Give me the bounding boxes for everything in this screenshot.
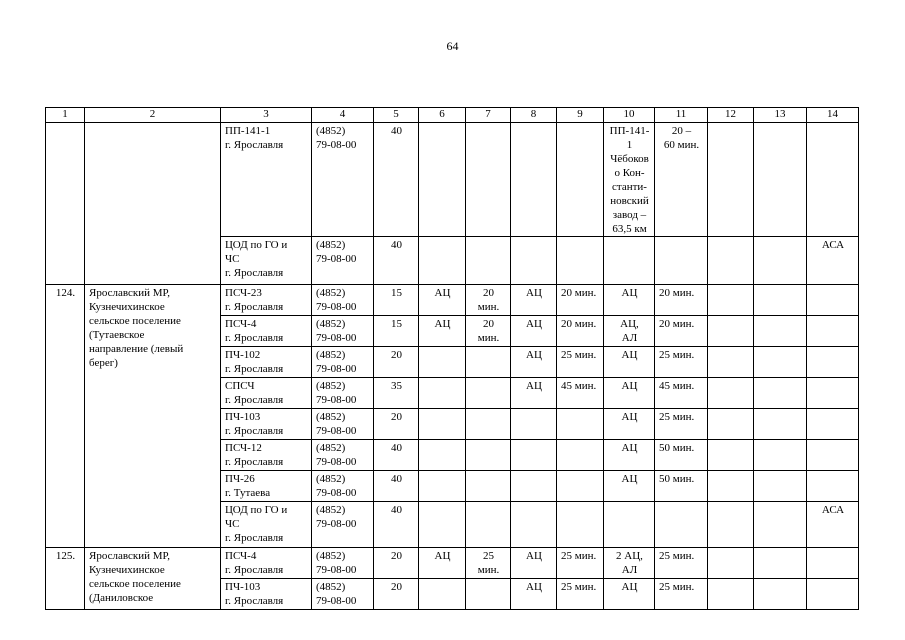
cell-line: сельское поселение <box>89 315 181 327</box>
column-header-14: 14 <box>807 108 859 123</box>
cell-c8 <box>511 471 557 502</box>
cell-c4 <box>312 548 374 579</box>
cell-c4 <box>312 378 374 409</box>
cell-line: г. Ярославля <box>225 564 284 576</box>
cell-line: (4852) <box>316 125 346 137</box>
cell-c11 <box>655 502 708 548</box>
cell-line: г. Ярославля <box>225 363 284 375</box>
cell-line: г. Ярославля <box>225 267 284 279</box>
cell-line: (4852) <box>316 349 346 361</box>
cell-c10 <box>604 502 655 548</box>
cell-c7 <box>466 378 511 409</box>
cell-line: новский <box>610 195 649 207</box>
cell-c10 <box>604 548 655 579</box>
cell-line: мин. <box>477 301 500 313</box>
cell-line: (4852) <box>316 239 346 251</box>
cell-c7 <box>466 502 511 548</box>
cell-c11: 50 мин. <box>655 471 708 502</box>
cell-c8 <box>511 440 557 471</box>
cell-c4 <box>312 502 374 548</box>
cell-c9: 25 мин. <box>557 579 604 610</box>
cell-line: направление (левый <box>89 343 184 355</box>
cell-c8: АЦ <box>511 548 557 579</box>
cell-c13 <box>754 316 807 347</box>
cell-line: 25 <box>483 550 494 562</box>
cell-line: 79-08-00 <box>316 595 357 607</box>
cell-c4 <box>312 237 374 285</box>
cell-c3 <box>221 123 312 237</box>
cell-c14 <box>807 123 859 237</box>
cell-line: АЦ <box>621 411 638 423</box>
cell-c12 <box>708 471 754 502</box>
cell-line: ПЧ-102 <box>225 349 261 361</box>
cell-c3 <box>221 378 312 409</box>
column-header-7: 7 <box>466 108 511 123</box>
cell-c6: АЦ <box>419 548 466 579</box>
cell-line: 79-08-00 <box>316 456 357 468</box>
cell-line: (4852) <box>316 442 346 454</box>
cell-c4 <box>312 285 374 316</box>
cell-line: Кузнечихинское <box>89 301 165 313</box>
cell-c6 <box>419 347 466 378</box>
cell-line: ПСЧ-4 <box>225 318 257 330</box>
column-header-9: 9 <box>557 108 604 123</box>
cell-c14 <box>807 347 859 378</box>
cell-line: о Кон- <box>614 167 645 179</box>
cell-line: (Тутаевское <box>89 329 145 341</box>
cell-line: АЦ <box>621 581 638 593</box>
cell-c6 <box>419 471 466 502</box>
cell-line: г. Ярославля <box>225 532 284 544</box>
cell-line: ЦОД по ГО и <box>225 239 288 251</box>
cell-c10 <box>604 471 655 502</box>
cell-c10 <box>604 237 655 285</box>
cell-c9 <box>557 471 604 502</box>
cell-c7 <box>466 409 511 440</box>
column-header-13: 13 <box>754 108 807 123</box>
cell-c5: 15 <box>374 316 419 347</box>
cell-c14 <box>807 548 859 579</box>
cell-c9 <box>557 123 604 237</box>
fire-units-table <box>45 107 859 610</box>
cell-line: мин. <box>477 564 500 576</box>
cell-c9: 25 мин. <box>557 347 604 378</box>
cell-line: АЛ <box>621 332 638 344</box>
cell-c12 <box>708 316 754 347</box>
cell-line: 79-08-00 <box>316 363 357 375</box>
cell-line: ЧС <box>225 518 240 530</box>
cell-c4 <box>312 123 374 237</box>
cell-line: АЦ <box>621 287 638 299</box>
cell-c3 <box>221 502 312 548</box>
cell-c4 <box>312 409 374 440</box>
cell-c12 <box>708 409 754 440</box>
cell-line: 79-08-00 <box>316 518 357 530</box>
cell-c4 <box>312 316 374 347</box>
cell-c11: 25 мин. <box>655 579 708 610</box>
cell-c14: АСА <box>807 502 859 548</box>
column-header-3: 3 <box>221 108 312 123</box>
cell-c7 <box>466 316 511 347</box>
cell-line: ЧС <box>225 253 240 265</box>
settlement-cell <box>85 548 221 610</box>
cell-c9 <box>557 237 604 285</box>
cell-c3 <box>221 237 312 285</box>
cell-c6 <box>419 378 466 409</box>
cell-c6 <box>419 237 466 285</box>
cell-c4 <box>312 471 374 502</box>
cell-line: Ярославский МР, <box>89 550 171 562</box>
cell-line: 79-08-00 <box>316 487 357 499</box>
cell-c13 <box>754 378 807 409</box>
cell-line: ЦОД по ГО и <box>225 504 288 516</box>
cell-c8 <box>511 123 557 237</box>
cell-line: (4852) <box>316 581 346 593</box>
cell-line: 20 <box>483 287 494 299</box>
cell-line: г. Тутаева <box>225 487 271 499</box>
cell-c3 <box>221 409 312 440</box>
cell-line: г. Ярославля <box>225 456 284 468</box>
cell-line: 60 мин. <box>663 139 700 151</box>
cell-line: Кузнечихинское <box>89 564 165 576</box>
cell-c14 <box>807 471 859 502</box>
cell-c12 <box>708 237 754 285</box>
cell-c5: 20 <box>374 579 419 610</box>
cell-line: 1 <box>626 139 633 151</box>
cell-c8: АЦ <box>511 579 557 610</box>
column-header-6: 6 <box>419 108 466 123</box>
cell-c5: 40 <box>374 123 419 237</box>
cell-c11: 25 мин. <box>655 347 708 378</box>
cell-c8 <box>511 502 557 548</box>
cell-c11: 45 мин. <box>655 378 708 409</box>
cell-line: ПП-141-1 <box>225 125 271 137</box>
settlement-cell <box>85 123 221 285</box>
cell-c4 <box>312 440 374 471</box>
cell-line: 79-08-00 <box>316 332 357 344</box>
cell-line: (4852) <box>316 504 346 516</box>
cell-line: (4852) <box>316 318 346 330</box>
cell-c6 <box>419 579 466 610</box>
cell-c12 <box>708 123 754 237</box>
cell-line: Ярославский МР, <box>89 287 171 299</box>
cell-line: СПСЧ <box>225 380 255 392</box>
cell-line: (Даниловское <box>89 592 154 604</box>
cell-c9 <box>557 409 604 440</box>
cell-c13 <box>754 123 807 237</box>
cell-line: г. Ярославля <box>225 301 284 313</box>
cell-line: 79-08-00 <box>316 139 357 151</box>
cell-c13 <box>754 579 807 610</box>
cell-c11 <box>655 123 708 237</box>
cell-c10 <box>604 378 655 409</box>
cell-c3 <box>221 471 312 502</box>
cell-line: 79-08-00 <box>316 564 357 576</box>
cell-line: ПЧ-103 <box>225 411 261 423</box>
cell-line: г. Ярославля <box>225 595 284 607</box>
cell-c12 <box>708 285 754 316</box>
cell-line: сельское поселение <box>89 578 181 590</box>
cell-c3 <box>221 579 312 610</box>
cell-line: 2 АЦ, <box>616 550 643 562</box>
column-header-1: 1 <box>46 108 85 123</box>
cell-c6 <box>419 440 466 471</box>
cell-c7 <box>466 471 511 502</box>
cell-line: 79-08-00 <box>316 301 357 313</box>
settlement-cell <box>85 285 221 548</box>
cell-line: завод – <box>612 209 647 221</box>
cell-c13 <box>754 409 807 440</box>
cell-c12 <box>708 548 754 579</box>
row-number-cell <box>46 123 85 285</box>
cell-c7 <box>466 237 511 285</box>
cell-c14: АСА <box>807 237 859 285</box>
cell-c3 <box>221 440 312 471</box>
cell-c3 <box>221 316 312 347</box>
cell-c5: 20 <box>374 548 419 579</box>
cell-c8: АЦ <box>511 378 557 409</box>
cell-c10 <box>604 123 655 237</box>
cell-line: (4852) <box>316 287 346 299</box>
cell-line: ПСЧ-23 <box>225 287 262 299</box>
cell-c10 <box>604 409 655 440</box>
cell-c14 <box>807 316 859 347</box>
cell-line: (4852) <box>316 380 346 392</box>
cell-c6: АЦ <box>419 285 466 316</box>
cell-c13 <box>754 237 807 285</box>
row-number-cell: 124. <box>46 285 85 548</box>
cell-c5: 40 <box>374 440 419 471</box>
cell-line: 79-08-00 <box>316 394 357 406</box>
cell-c10 <box>604 347 655 378</box>
cell-c7 <box>466 548 511 579</box>
cell-c7 <box>466 579 511 610</box>
cell-line: берег) <box>89 357 118 369</box>
cell-c12 <box>708 440 754 471</box>
cell-c9: 25 мин. <box>557 548 604 579</box>
cell-c7 <box>466 123 511 237</box>
cell-c9: 45 мин. <box>557 378 604 409</box>
column-header-12: 12 <box>708 108 754 123</box>
cell-line: 79-08-00 <box>316 425 357 437</box>
cell-c9: 20 мин. <box>557 316 604 347</box>
cell-c13 <box>754 502 807 548</box>
cell-c3 <box>221 548 312 579</box>
cell-c10 <box>604 579 655 610</box>
cell-c14 <box>807 409 859 440</box>
cell-c6 <box>419 502 466 548</box>
cell-c6 <box>419 409 466 440</box>
cell-line: станти- <box>612 181 647 193</box>
cell-c11: 20 мин. <box>655 316 708 347</box>
cell-c5: 40 <box>374 502 419 548</box>
column-header-11: 11 <box>655 108 708 123</box>
cell-c7 <box>466 440 511 471</box>
cell-line: АЦ <box>621 380 638 392</box>
cell-line: (4852) <box>316 473 346 485</box>
column-header-5: 5 <box>374 108 419 123</box>
cell-c4 <box>312 579 374 610</box>
cell-line: 20 <box>483 318 494 330</box>
cell-c5: 20 <box>374 347 419 378</box>
cell-c5: 20 <box>374 409 419 440</box>
cell-c11: 25 мин. <box>655 548 708 579</box>
cell-c13 <box>754 347 807 378</box>
page-number: 64 <box>446 39 459 53</box>
cell-c11 <box>655 237 708 285</box>
cell-line: ПЧ-26 <box>225 473 255 485</box>
cell-line: ПСЧ-12 <box>225 442 262 454</box>
cell-line: ПЧ-103 <box>225 581 261 593</box>
cell-c14 <box>807 579 859 610</box>
cell-c6: АЦ <box>419 316 466 347</box>
cell-c8: АЦ <box>511 285 557 316</box>
table-row <box>46 285 859 316</box>
cell-line: АЦ <box>621 442 638 454</box>
cell-c4 <box>312 347 374 378</box>
cell-line: (4852) <box>316 550 346 562</box>
cell-line: АЦ <box>621 473 638 485</box>
cell-line: г. Ярославля <box>225 394 284 406</box>
cell-c14 <box>807 378 859 409</box>
cell-line: 20 – <box>671 125 692 137</box>
cell-line: (4852) <box>316 411 346 423</box>
column-header-10: 10 <box>604 108 655 123</box>
cell-c7 <box>466 285 511 316</box>
cell-c6 <box>419 123 466 237</box>
cell-line: 79-08-00 <box>316 253 357 265</box>
table-row <box>46 548 859 579</box>
cell-c8 <box>511 409 557 440</box>
cell-c5: 35 <box>374 378 419 409</box>
column-header-4: 4 <box>312 108 374 123</box>
cell-c13 <box>754 548 807 579</box>
cell-c5: 40 <box>374 471 419 502</box>
cell-c13 <box>754 285 807 316</box>
cell-line: 63,5 км <box>612 223 647 235</box>
cell-c13 <box>754 471 807 502</box>
cell-c8: АЦ <box>511 347 557 378</box>
cell-c8 <box>511 237 557 285</box>
cell-line: Чёбоков <box>610 153 649 165</box>
cell-c9 <box>557 440 604 471</box>
cell-c5: 40 <box>374 237 419 285</box>
cell-c10 <box>604 440 655 471</box>
cell-c5: 15 <box>374 285 419 316</box>
cell-line: ПСЧ-4 <box>225 550 257 562</box>
row-number-cell: 125. <box>46 548 85 610</box>
cell-c3 <box>221 347 312 378</box>
cell-c11: 20 мин. <box>655 285 708 316</box>
cell-line: мин. <box>477 332 500 344</box>
cell-c14 <box>807 285 859 316</box>
cell-line: АЦ, <box>620 318 639 330</box>
cell-c10 <box>604 285 655 316</box>
cell-c10 <box>604 316 655 347</box>
cell-line: г. Ярославля <box>225 425 284 437</box>
cell-c12 <box>708 347 754 378</box>
cell-c14 <box>807 440 859 471</box>
cell-c13 <box>754 440 807 471</box>
cell-c8: АЦ <box>511 316 557 347</box>
cell-c3 <box>221 285 312 316</box>
cell-c9 <box>557 502 604 548</box>
cell-c12 <box>708 378 754 409</box>
cell-c12 <box>708 579 754 610</box>
cell-c9: 20 мин. <box>557 285 604 316</box>
cell-c12 <box>708 502 754 548</box>
cell-line: ПП-141- <box>609 125 650 137</box>
cell-c11: 25 мин. <box>655 409 708 440</box>
cell-line: г. Ярославля <box>225 139 284 151</box>
cell-line: АЛ <box>621 564 638 576</box>
cell-c11: 50 мин. <box>655 440 708 471</box>
column-header-8: 8 <box>511 108 557 123</box>
cell-line: АЦ <box>621 349 638 361</box>
cell-line: г. Ярославля <box>225 332 284 344</box>
column-header-2: 2 <box>85 108 221 123</box>
cell-c7 <box>466 347 511 378</box>
